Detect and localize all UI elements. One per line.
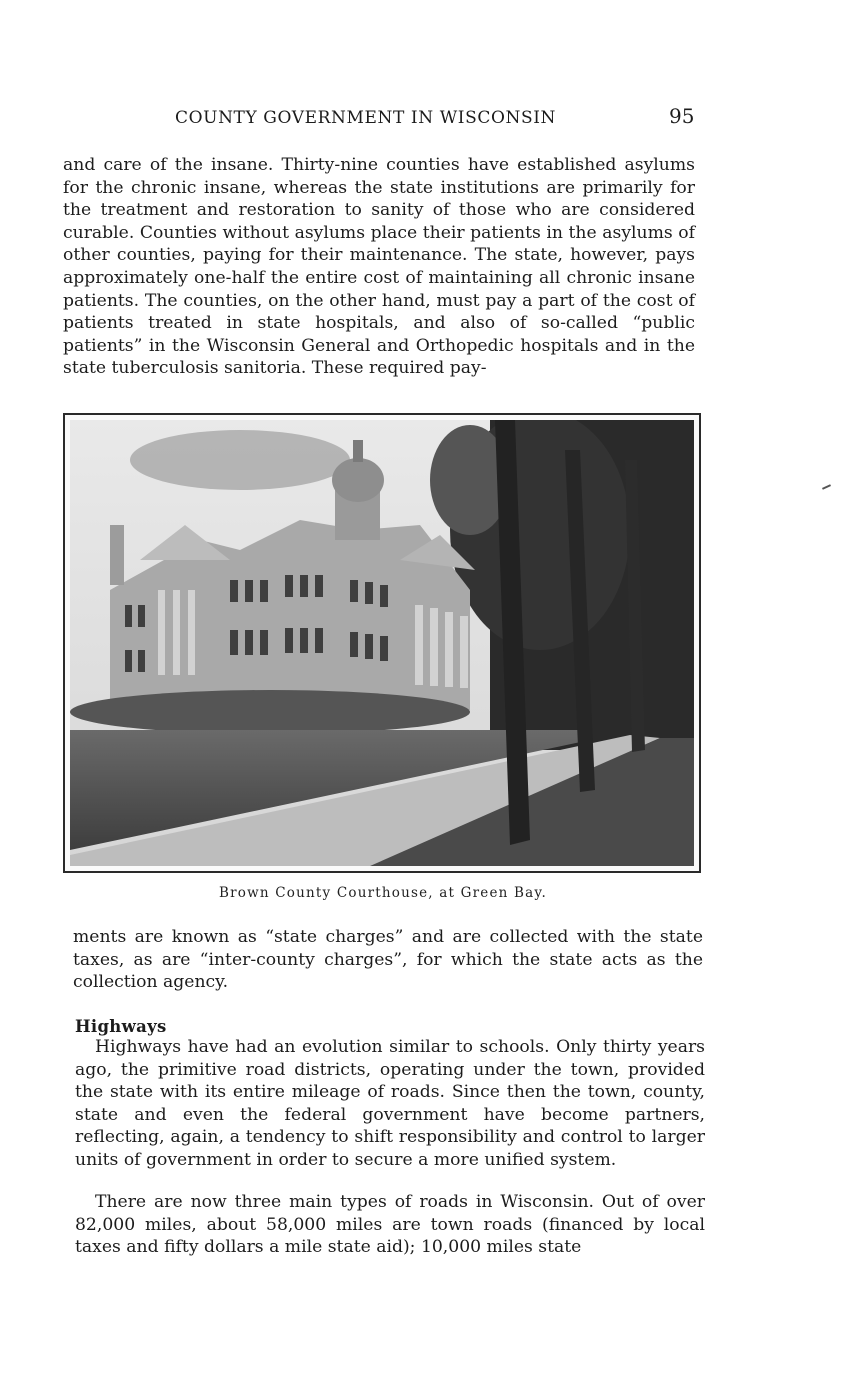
paragraph-road-types: There are now three main types of roads in Wisconsin. Out of over 82,000 miles, about 58,000 miles are town roads (financed by local taxes and fifty dollars a mile state aid); 10,000 miles state [75,1192,705,1258]
paragraph-highways-evolution: Highways have had an evolution similar to schools. Only thirty years ago, the primitive road districts, operating under the town, provided the state with its entire mileage of roads. Since then the town, county, state and even the federal government have become partners, reflecting, again, a tendency to shift responsibility and control to larger units of government in order to secure a more unified system. [75,1037,705,1170]
margin-mark [822,484,831,490]
courthouse-photo [63,413,701,873]
section-heading: Highways [75,1017,167,1036]
page-number: 95 [669,104,695,128]
paragraph-insane-care: and care of the insane. Thirty-nine counties have established asylums for the chronic insane, whereas the state institutions are primarily for the treatment and restoration to sanity of those who are considered curable. Counties without asylums place their patients in the asylums of other counties, paying for their maintenance. The state, however, pays approximately one-half the entire cost of maintaining all chronic insane patients. The counties, on the other hand, must pay a part of the cost of patients treated in state hospitals, and also of so-called “public patients” in the Wisconsin General and Orthopedic hospitals and in the state tuberculosis sanitoria. These required pay- [63,155,695,379]
courthouse-illustration [70,420,694,866]
figure-caption: Brown County Courthouse, at Green Bay. [219,885,547,901]
running-header [60,104,700,134]
running-title: COUNTY GOVERNMENT IN WISCONSIN [175,108,557,128]
paragraph-state-charges: ments are known as “state charges” and are collected with the state taxes, as are “inter-county charges”, for which the state acts as the collection agency. [73,927,703,993]
